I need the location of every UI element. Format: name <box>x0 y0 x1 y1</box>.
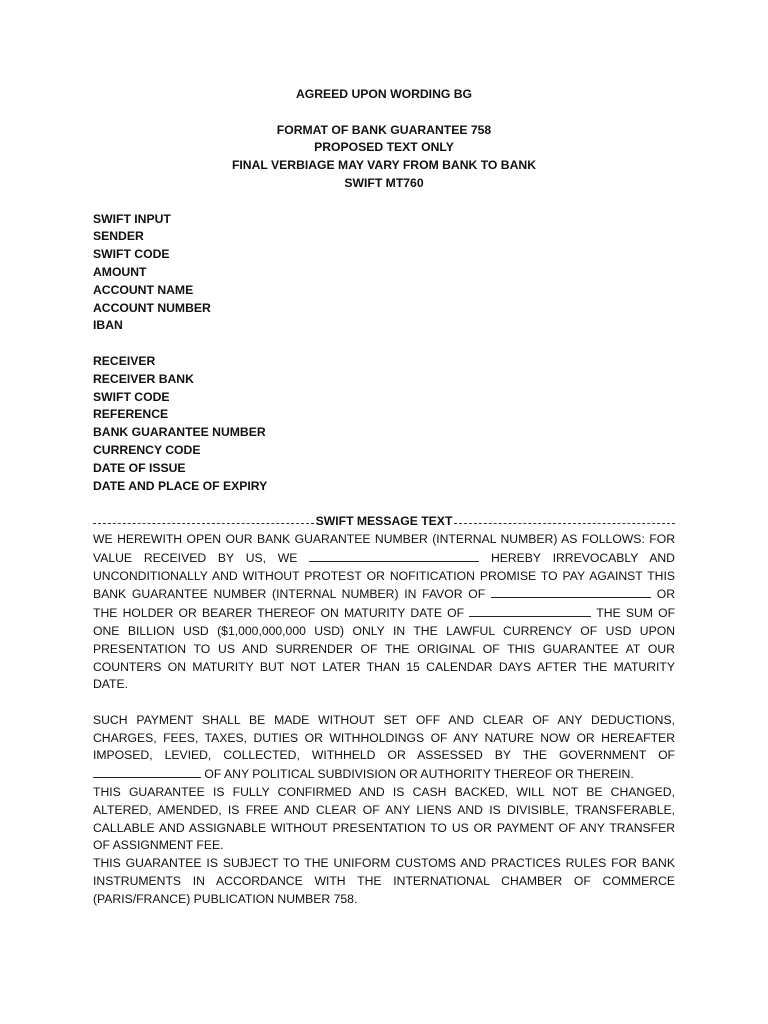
field-label-currency-code: CURRENCY CODE <box>93 442 201 457</box>
spacer <box>93 335 675 353</box>
text-segment: WE HEREWITH OPEN OUR BANK GUARANTEE NUMBER (INTERNAL NUMBER) AS FOLLOWS: FOR VALUE RECEIVED BY US, WE <box>93 531 675 565</box>
field-label-date-place-expiry: DATE AND PLACE OF EXPIRY <box>93 478 268 493</box>
field-label-bank-guarantee-number: BANK GUARANTEE NUMBER <box>93 425 266 440</box>
field-label-swift-input: SWIFT INPUT <box>93 211 171 226</box>
message-text <box>93 531 675 909</box>
separator-dashes-right <box>454 523 675 524</box>
sender-fields <box>93 211 675 336</box>
message-paragraph-1 <box>93 531 675 694</box>
field-label-iban: IBAN <box>93 318 123 333</box>
blank-line <box>469 604 591 617</box>
format-heading: FORMAT OF BANK GUARANTEE 758 <box>276 122 492 137</box>
spacer <box>93 193 675 211</box>
message-paragraph-3: THIS GUARANTEE IS FULLY CONFIRMED AND IS CASH BACKED, WILL NOT BE CHANGED, ALTERED, AMENDED, IS FREE AND CLEAR OF ANY LIENS AND IS DIVISIBLE, TRANSFERABLE, CALLABLE AND ASSIGNABLE WITHOUT PRESENTATION TO US OR PAYMENT OF ANY TRANSFER OF ASSIGNMENT FEE. <box>93 785 675 853</box>
field-label-receiver: RECEIVER <box>93 353 156 368</box>
swift-type-heading: SWIFT MT760 <box>344 175 424 190</box>
separator-dashes-left <box>93 523 314 524</box>
field-label-receiver-bank: RECEIVER BANK <box>93 371 194 386</box>
blank-line <box>309 549 479 562</box>
text-segment: OR THE HOLDER OR BEARER THEREOF ON MATURITY DATE OF <box>93 587 675 621</box>
message-separator <box>93 513 675 531</box>
field-label-receiver-swift-code: SWIFT CODE <box>93 389 170 404</box>
document-title: AGREED UPON WORDING BG <box>295 87 473 101</box>
spacer <box>93 694 675 712</box>
text-segment: SUCH PAYMENT SHALL BE MADE WITHOUT SET OFF AND CLEAR OF ANY DEDUCTIONS, CHARGES, FEES, TAXES, DUTIES OR WITHHOLDINGS OF ANY NATURE NOW OR HEREAFTER IMPOSED, LEVIED, COLLECTED, WITHHELD OR ASSESSED BY THE GOVERNMENT OF <box>93 712 675 763</box>
blank-line <box>93 765 201 778</box>
text-segment: HEREBY IRREVOCABLY AND UNCONDITIONALLY AND WITHOUT PROTEST OR NOFITICATION PROMISE TO PAY AGAINST THIS BANK GUARANTEE NUMBER (INTERNAL NUMBER) IN FAVOR OF <box>93 550 675 602</box>
text-segment: THE SUM OF ONE BILLION USD ($1,000,000,000 USD) ONLY IN THE LAWFUL CURRENCY OF USD UPON PRESENTATION TO US AND SURRENDER OF THE ORIGINAL OF THIS GUARANTEE AT OUR COUNTERS ON MATURITY BUT NOT LATER THAN 15 CALENDAR DAYS AFTER THE MATURITY DATE. <box>93 606 676 692</box>
text-segment: OF ANY POLITICAL SUBDIVISION OR AUTHORITY THEREOF OR THEREIN. <box>204 767 634 782</box>
field-label-account-name: ACCOUNT NAME <box>93 282 194 297</box>
field-label-sender-swift-code: SWIFT CODE <box>93 247 170 262</box>
blank-line <box>491 585 651 598</box>
spacer <box>93 104 675 122</box>
verbiage-heading: FINAL VERBIAGE MAY VARY FROM BANK TO BANK <box>231 158 537 173</box>
field-label-amount: AMOUNT <box>93 264 147 279</box>
document-page <box>93 86 675 909</box>
field-label-date-of-issue: DATE OF ISSUE <box>93 460 186 475</box>
separator-label: SWIFT MESSAGE TEXT <box>315 514 453 529</box>
field-label-reference: REFERENCE <box>93 407 169 422</box>
field-label-sender: SENDER <box>93 229 144 244</box>
receiver-fields <box>93 353 675 495</box>
proposed-heading: PROPOSED TEXT ONLY <box>314 140 454 155</box>
message-paragraph-4: THIS GUARANTEE IS SUBJECT TO THE UNIFORM CUSTOMS AND PRACTICES RULES FOR BANK INSTRUMENTS IN ACCORDANCE WITH THE INTERNATIONAL CHAMBER OF COMMERCE (PARIS/FRANCE) PUBLICATION NUMBER 758. <box>93 856 675 906</box>
message-paragraph-2 <box>93 712 675 784</box>
field-label-account-number: ACCOUNT NUMBER <box>93 300 211 315</box>
